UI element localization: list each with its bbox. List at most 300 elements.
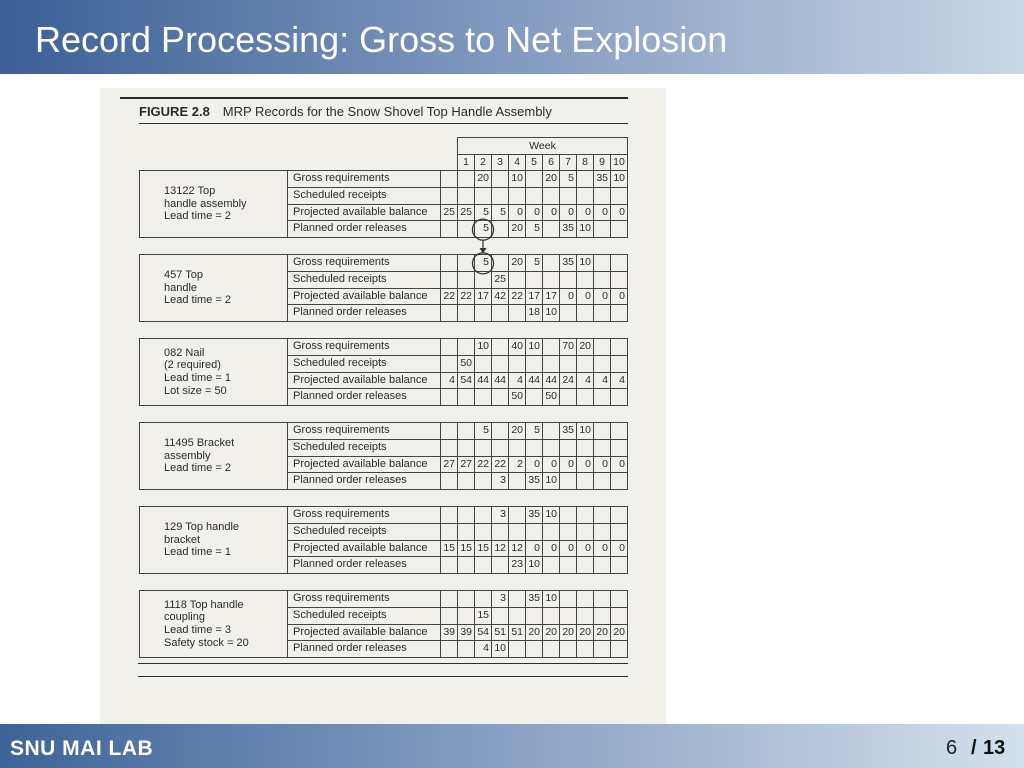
projected-balance-cell: 20 <box>611 625 628 642</box>
scheduled-receipts-cell <box>577 524 594 541</box>
scheduled-receipts-on-hand-cell <box>441 188 458 205</box>
scheduled-receipts-cell <box>526 356 543 373</box>
page-number-separator: / <box>971 737 977 759</box>
item-description-line: Lead time = 2 <box>164 462 231 475</box>
gross-requirements-cell <box>458 507 475 524</box>
item-description-line: Lead time = 2 <box>164 294 231 307</box>
projected-balance-cell: 20 <box>560 625 577 642</box>
mrp-record <box>139 422 628 490</box>
item-description-line: coupling <box>164 611 205 624</box>
gross-requirements-cell: 10 <box>577 255 594 272</box>
planned-order-releases-label: Planned order releases <box>288 389 441 406</box>
week-number: 2 <box>475 155 492 170</box>
gross-requirements-label: Gross requirements <box>288 591 441 608</box>
projected-balance-on-hand-cell: 25 <box>441 205 458 222</box>
item-description-line: bracket <box>164 533 201 546</box>
scheduled-receipts-label: Scheduled receipts <box>288 272 441 289</box>
gross-requirements-cell <box>458 591 475 608</box>
scheduled-receipts-cell <box>458 440 475 457</box>
item-description-line: handle assembly <box>164 197 247 210</box>
projected-balance-cell: 22 <box>458 289 475 306</box>
planned-order-releases-cell <box>492 557 509 574</box>
projected-balance-cell: 51 <box>492 625 509 642</box>
scheduled-receipts-label: Scheduled receipts <box>288 608 441 625</box>
gross-requirements-cell <box>577 591 594 608</box>
gross-requirements-cell: 20 <box>475 171 492 188</box>
planned-order-releases-label: Planned order releases <box>288 305 441 322</box>
scheduled-receipts-cell <box>611 608 628 625</box>
scheduled-receipts-cell <box>492 524 509 541</box>
gross-requirements-cell <box>611 591 628 608</box>
figure-caption <box>139 104 552 119</box>
planned-order-releases-cell <box>577 389 594 406</box>
planned-order-releases-cell <box>560 557 577 574</box>
gross-requirements-cell <box>594 339 611 356</box>
projected-balance-cell: 54 <box>458 373 475 390</box>
projected-balance-cell: 12 <box>509 541 526 558</box>
week-number: 6 <box>543 155 560 170</box>
projected-balance-cell: 51 <box>509 625 526 642</box>
planned-order-releases-cell <box>594 221 611 238</box>
planned-order-releases-cell <box>492 305 509 322</box>
planned-order-releases-cell <box>526 389 543 406</box>
planned-order-releases-cell <box>543 557 560 574</box>
figure-scan <box>100 88 666 724</box>
projected-balance-cell: 22 <box>475 457 492 474</box>
scheduled-receipts-cell <box>492 188 509 205</box>
item-description <box>140 339 288 406</box>
scheduled-receipts-cell <box>594 356 611 373</box>
planned-order-releases-cell <box>475 305 492 322</box>
projected-balance-cell: 5 <box>492 205 509 222</box>
projected-balance-cell: 44 <box>475 373 492 390</box>
planned-order-releases-cell: 5 <box>475 221 492 238</box>
planned-order-releases-cell <box>594 473 611 490</box>
projected-balance-cell: 0 <box>543 457 560 474</box>
item-description-line: assembly <box>164 449 211 462</box>
scheduled-receipts-cell <box>526 188 543 205</box>
planned-order-releases-cell: 18 <box>526 305 543 322</box>
planned-order-releases-label: Planned order releases <box>288 221 441 238</box>
mrp-record <box>139 590 628 658</box>
planned-order-releases-cell <box>560 305 577 322</box>
scheduled-receipts-cell <box>611 356 628 373</box>
gross-requirements-label: Gross requirements <box>288 255 441 272</box>
planned-order-releases-cell <box>458 305 475 322</box>
planned-order-releases-cell <box>509 473 526 490</box>
scheduled-receipts-cell <box>475 440 492 457</box>
gross-requirements-cell: 10 <box>577 423 594 440</box>
projected-balance-cell: 39 <box>458 625 475 642</box>
gross-requirements-cell <box>458 423 475 440</box>
gross-requirements-cell <box>611 339 628 356</box>
explosion-markup <box>460 213 506 283</box>
gross-requirements-cell: 5 <box>475 255 492 272</box>
scheduled-receipts-cell <box>543 272 560 289</box>
scheduled-receipts-cell <box>509 440 526 457</box>
scheduled-receipts-cell <box>509 272 526 289</box>
planned-order-releases-cell: 35 <box>526 473 543 490</box>
projected-balance-label: Projected available balance <box>288 373 441 390</box>
planned-order-releases-cell: 35 <box>560 221 577 238</box>
planned-order-releases-cell <box>611 221 628 238</box>
gross-requirements-cell: 40 <box>509 339 526 356</box>
projected-balance-on-hand-cell: 22 <box>441 289 458 306</box>
gross-requirements-cell: 35 <box>526 507 543 524</box>
week-header: Week <box>457 137 628 155</box>
gross-requirements-cell <box>594 591 611 608</box>
item-description <box>140 591 288 658</box>
lab-name: SNU MAI LAB <box>10 737 154 760</box>
planned-order-releases-cell <box>458 557 475 574</box>
gross-requirements-cell <box>594 255 611 272</box>
slide-header <box>0 0 1024 74</box>
planned-order-releases-cell <box>475 557 492 574</box>
gross-requirements-cell: 35 <box>526 591 543 608</box>
week-number: 5 <box>526 155 543 170</box>
planned-order-releases-cell <box>577 473 594 490</box>
scheduled-receipts-cell <box>458 524 475 541</box>
planned-order-releases-cell <box>543 221 560 238</box>
projected-balance-cell: 0 <box>543 541 560 558</box>
scheduled-receipts-cell <box>560 188 577 205</box>
highlight-circle <box>473 219 494 240</box>
projected-balance-cell: 17 <box>543 289 560 306</box>
projected-balance-cell: 15 <box>458 541 475 558</box>
week-number: 8 <box>577 155 594 170</box>
scheduled-receipts-cell <box>458 608 475 625</box>
week-number: 3 <box>492 155 509 170</box>
planned-order-releases-cell <box>458 473 475 490</box>
scheduled-receipts-cell <box>560 440 577 457</box>
gross-requirements-cell <box>577 171 594 188</box>
scheduled-receipts-cell <box>526 440 543 457</box>
gross-requirements-cell <box>611 423 628 440</box>
scheduled-receipts-on-hand-cell <box>441 608 458 625</box>
scheduled-receipts-label: Scheduled receipts <box>288 356 441 373</box>
projected-balance-cell: 0 <box>526 541 543 558</box>
projected-balance-cell: 42 <box>492 289 509 306</box>
planned-order-releases-cell <box>611 305 628 322</box>
gross-requirements-cell <box>475 591 492 608</box>
scheduled-receipts-cell <box>526 524 543 541</box>
scheduled-receipts-cell <box>458 188 475 205</box>
projected-balance-cell: 20 <box>577 625 594 642</box>
planned-order-releases-cell <box>611 641 628 658</box>
scheduled-receipts-cell <box>492 608 509 625</box>
planned-order-releases-cell: 10 <box>577 221 594 238</box>
planned-order-releases-cell: 50 <box>509 389 526 406</box>
gross-requirements-cell: 5 <box>526 423 543 440</box>
item-description-line: 129 Top handle <box>164 520 240 533</box>
projected-balance-cell: 44 <box>543 373 560 390</box>
gross-requirements-cell: 5 <box>560 171 577 188</box>
gross-requirements-cell <box>509 507 526 524</box>
gross-requirements-cell: 35 <box>560 255 577 272</box>
scheduled-receipts-on-hand-cell <box>441 440 458 457</box>
scheduled-receipts-cell <box>475 188 492 205</box>
scheduled-receipts-cell <box>560 356 577 373</box>
gross-requirements-label: Gross requirements <box>288 339 441 356</box>
planned-order-releases-on-hand-cell <box>441 641 458 658</box>
scheduled-receipts-cell <box>475 524 492 541</box>
scheduled-receipts-cell <box>594 608 611 625</box>
planned-order-releases-on-hand-cell <box>441 221 458 238</box>
projected-balance-cell: 54 <box>475 625 492 642</box>
gross-requirements-on-hand-cell <box>441 507 458 524</box>
gross-requirements-cell: 3 <box>492 507 509 524</box>
scheduled-receipts-cell <box>611 524 628 541</box>
mrp-record <box>139 506 628 574</box>
item-description-line: Lead time = 1 <box>164 546 231 559</box>
scheduled-receipts-cell <box>543 524 560 541</box>
scheduled-receipts-cell <box>577 188 594 205</box>
scheduled-receipts-on-hand-cell <box>441 272 458 289</box>
projected-balance-label: Projected available balance <box>288 457 441 474</box>
figure-bottom-rule <box>138 676 628 677</box>
item-description-line: Lead time = 3 <box>164 624 231 636</box>
scheduled-receipts-cell <box>611 272 628 289</box>
projected-balance-cell: 0 <box>560 457 577 474</box>
scheduled-receipts-on-hand-cell <box>441 356 458 373</box>
projected-balance-cell: 0 <box>594 457 611 474</box>
planned-order-releases-cell <box>594 557 611 574</box>
planned-order-releases-cell: 4 <box>475 641 492 658</box>
figure-caption-text: MRP Records for the Snow Shovel Top Handle Assembly <box>222 104 552 119</box>
gross-requirements-label: Gross requirements <box>288 171 441 188</box>
projected-balance-cell: 5 <box>475 205 492 222</box>
projected-balance-cell: 20 <box>526 625 543 642</box>
planned-order-releases-cell: 10 <box>543 473 560 490</box>
projected-balance-cell: 0 <box>611 457 628 474</box>
scheduled-receipts-cell <box>492 440 509 457</box>
projected-balance-cell: 0 <box>526 205 543 222</box>
gross-requirements-label: Gross requirements <box>288 507 441 524</box>
planned-order-releases-cell <box>577 641 594 658</box>
slide-footer <box>0 724 1024 768</box>
projected-balance-cell: 0 <box>611 541 628 558</box>
projected-balance-cell: 4 <box>611 373 628 390</box>
gross-requirements-cell <box>611 255 628 272</box>
gross-requirements-cell <box>611 507 628 524</box>
projected-balance-cell: 0 <box>526 457 543 474</box>
projected-balance-cell: 0 <box>577 205 594 222</box>
gross-requirements-cell <box>475 507 492 524</box>
projected-balance-cell: 22 <box>492 457 509 474</box>
projected-balance-cell: 17 <box>475 289 492 306</box>
gross-requirements-cell: 20 <box>577 339 594 356</box>
scheduled-receipts-cell <box>594 440 611 457</box>
planned-order-releases-on-hand-cell <box>441 389 458 406</box>
gross-requirements-on-hand-cell <box>441 255 458 272</box>
projected-balance-label: Projected available balance <box>288 625 441 642</box>
projected-balance-on-hand-cell: 39 <box>441 625 458 642</box>
figure-number: FIGURE 2.8 <box>139 104 210 119</box>
planned-order-releases-cell <box>560 473 577 490</box>
gross-requirements-label: Gross requirements <box>288 423 441 440</box>
planned-order-releases-cell <box>611 389 628 406</box>
projected-balance-cell: 12 <box>492 541 509 558</box>
planned-order-releases-label: Planned order releases <box>288 557 441 574</box>
item-description-line: 082 Nail <box>164 346 205 359</box>
planned-order-releases-cell <box>509 305 526 322</box>
item-description-line: Lot size = 50 <box>164 384 227 397</box>
mrp-record <box>139 254 628 322</box>
item-description-line: (2 required) <box>164 359 221 372</box>
gross-requirements-cell: 10 <box>509 171 526 188</box>
scheduled-receipts-on-hand-cell <box>441 524 458 541</box>
scheduled-receipts-cell <box>577 272 594 289</box>
projected-balance-cell: 0 <box>594 289 611 306</box>
planned-order-releases-cell <box>594 389 611 406</box>
item-description-line: 1118 Top handle <box>164 598 244 611</box>
scheduled-receipts-cell: 25 <box>492 272 509 289</box>
mrp-record <box>139 338 628 406</box>
projected-balance-cell: 0 <box>594 205 611 222</box>
gross-requirements-cell <box>594 423 611 440</box>
gross-requirements-cell: 35 <box>560 423 577 440</box>
scheduled-receipts-cell <box>543 608 560 625</box>
scheduled-receipts-cell <box>509 608 526 625</box>
projected-balance-on-hand-cell: 27 <box>441 457 458 474</box>
gross-requirements-cell <box>526 171 543 188</box>
planned-order-releases-cell <box>594 305 611 322</box>
scheduled-receipts-cell <box>509 188 526 205</box>
projected-balance-cell: 0 <box>543 205 560 222</box>
gross-requirements-cell: 10 <box>526 339 543 356</box>
planned-order-releases-cell: 3 <box>492 473 509 490</box>
item-description-line: handle <box>164 281 198 294</box>
week-number: 10 <box>611 155 628 170</box>
gross-requirements-cell <box>543 339 560 356</box>
gross-requirements-on-hand-cell <box>441 339 458 356</box>
projected-balance-cell: 20 <box>594 625 611 642</box>
planned-order-releases-cell <box>560 641 577 658</box>
projected-balance-label: Projected available balance <box>288 205 441 222</box>
item-description-line: Safety stock = 20 <box>164 636 249 649</box>
planned-order-releases-cell <box>526 641 543 658</box>
planned-order-releases-cell <box>577 557 594 574</box>
gross-requirements-cell <box>492 423 509 440</box>
planned-order-releases-on-hand-cell <box>441 557 458 574</box>
projected-balance-cell: 15 <box>475 541 492 558</box>
scheduled-receipts-cell <box>560 524 577 541</box>
projected-balance-cell: 0 <box>577 457 594 474</box>
item-description <box>140 255 288 322</box>
week-number-row <box>457 155 628 170</box>
figure-caption-rule <box>139 123 628 124</box>
figure-top-rule <box>120 97 628 99</box>
item-description-line: 11495 Bracket <box>164 436 235 449</box>
planned-order-releases-cell <box>458 389 475 406</box>
projected-balance-cell: 22 <box>509 289 526 306</box>
week-number: 4 <box>509 155 526 170</box>
scheduled-receipts-cell <box>611 188 628 205</box>
planned-order-releases-cell <box>560 389 577 406</box>
scheduled-receipts-cell <box>526 272 543 289</box>
gross-requirements-cell <box>577 507 594 524</box>
gross-requirements-cell <box>458 339 475 356</box>
scheduled-receipts-label: Scheduled receipts <box>288 188 441 205</box>
planned-order-releases-cell: 50 <box>543 389 560 406</box>
page-number-total: 13 <box>983 737 1006 759</box>
gross-requirements-cell <box>543 255 560 272</box>
gross-requirements-on-hand-cell <box>441 171 458 188</box>
scheduled-receipts-cell <box>492 356 509 373</box>
item-description-line: Lead time = 2 <box>164 210 231 223</box>
scheduled-receipts-cell <box>560 608 577 625</box>
gross-requirements-cell: 10 <box>611 171 628 188</box>
gross-requirements-cell: 70 <box>560 339 577 356</box>
gross-requirements-cell <box>594 507 611 524</box>
item-description <box>140 171 288 238</box>
highlight-circle <box>473 253 494 274</box>
planned-order-releases-cell <box>475 473 492 490</box>
projected-balance-cell: 17 <box>526 289 543 306</box>
gross-requirements-cell: 20 <box>543 171 560 188</box>
planned-order-releases-cell <box>594 641 611 658</box>
projected-balance-cell: 0 <box>611 205 628 222</box>
projected-balance-label: Projected available balance <box>288 541 441 558</box>
gross-requirements-cell <box>492 339 509 356</box>
projected-balance-cell: 4 <box>577 373 594 390</box>
planned-order-releases-on-hand-cell <box>441 305 458 322</box>
scheduled-receipts-cell <box>526 608 543 625</box>
gross-requirements-cell: 20 <box>509 255 526 272</box>
scheduled-receipts-cell <box>577 356 594 373</box>
gross-requirements-cell: 10 <box>543 507 560 524</box>
scheduled-receipts-cell <box>543 356 560 373</box>
slide-title: Record Processing: Gross to Net Explosion <box>35 19 728 60</box>
projected-balance-cell: 0 <box>509 205 526 222</box>
planned-order-releases-cell <box>509 641 526 658</box>
item-description-line: 457 Top <box>164 268 203 281</box>
planned-order-releases-cell <box>458 641 475 658</box>
figure-bottom-rule <box>138 663 628 664</box>
scheduled-receipts-cell: 50 <box>458 356 475 373</box>
scheduled-receipts-cell <box>577 440 594 457</box>
gross-requirements-on-hand-cell <box>441 423 458 440</box>
gross-requirements-cell: 5 <box>475 423 492 440</box>
gross-requirements-cell: 10 <box>475 339 492 356</box>
planned-order-releases-on-hand-cell <box>441 473 458 490</box>
scheduled-receipts-cell <box>475 356 492 373</box>
scheduled-receipts-label: Scheduled receipts <box>288 524 441 541</box>
week-number: 7 <box>560 155 577 170</box>
gross-requirements-on-hand-cell <box>441 591 458 608</box>
scheduled-receipts-cell <box>560 272 577 289</box>
scheduled-receipts-cell <box>543 188 560 205</box>
projected-balance-cell: 25 <box>458 205 475 222</box>
projected-balance-cell: 44 <box>526 373 543 390</box>
planned-order-releases-cell: 23 <box>509 557 526 574</box>
week-number: 1 <box>458 155 475 170</box>
scheduled-receipts-cell <box>594 188 611 205</box>
gross-requirements-cell: 20 <box>509 423 526 440</box>
gross-requirements-cell: 3 <box>492 591 509 608</box>
planned-order-releases-cell <box>475 389 492 406</box>
page-number-current: 6 <box>946 737 958 759</box>
projected-balance-cell: 4 <box>509 373 526 390</box>
projected-balance-label: Projected available balance <box>288 289 441 306</box>
projected-balance-on-hand-cell: 4 <box>441 373 458 390</box>
week-number: 9 <box>594 155 611 170</box>
planned-order-releases-cell: 10 <box>543 305 560 322</box>
planned-order-releases-cell <box>577 305 594 322</box>
planned-order-releases-cell: 20 <box>509 221 526 238</box>
planned-order-releases-cell: 10 <box>526 557 543 574</box>
projected-balance-cell: 0 <box>594 541 611 558</box>
